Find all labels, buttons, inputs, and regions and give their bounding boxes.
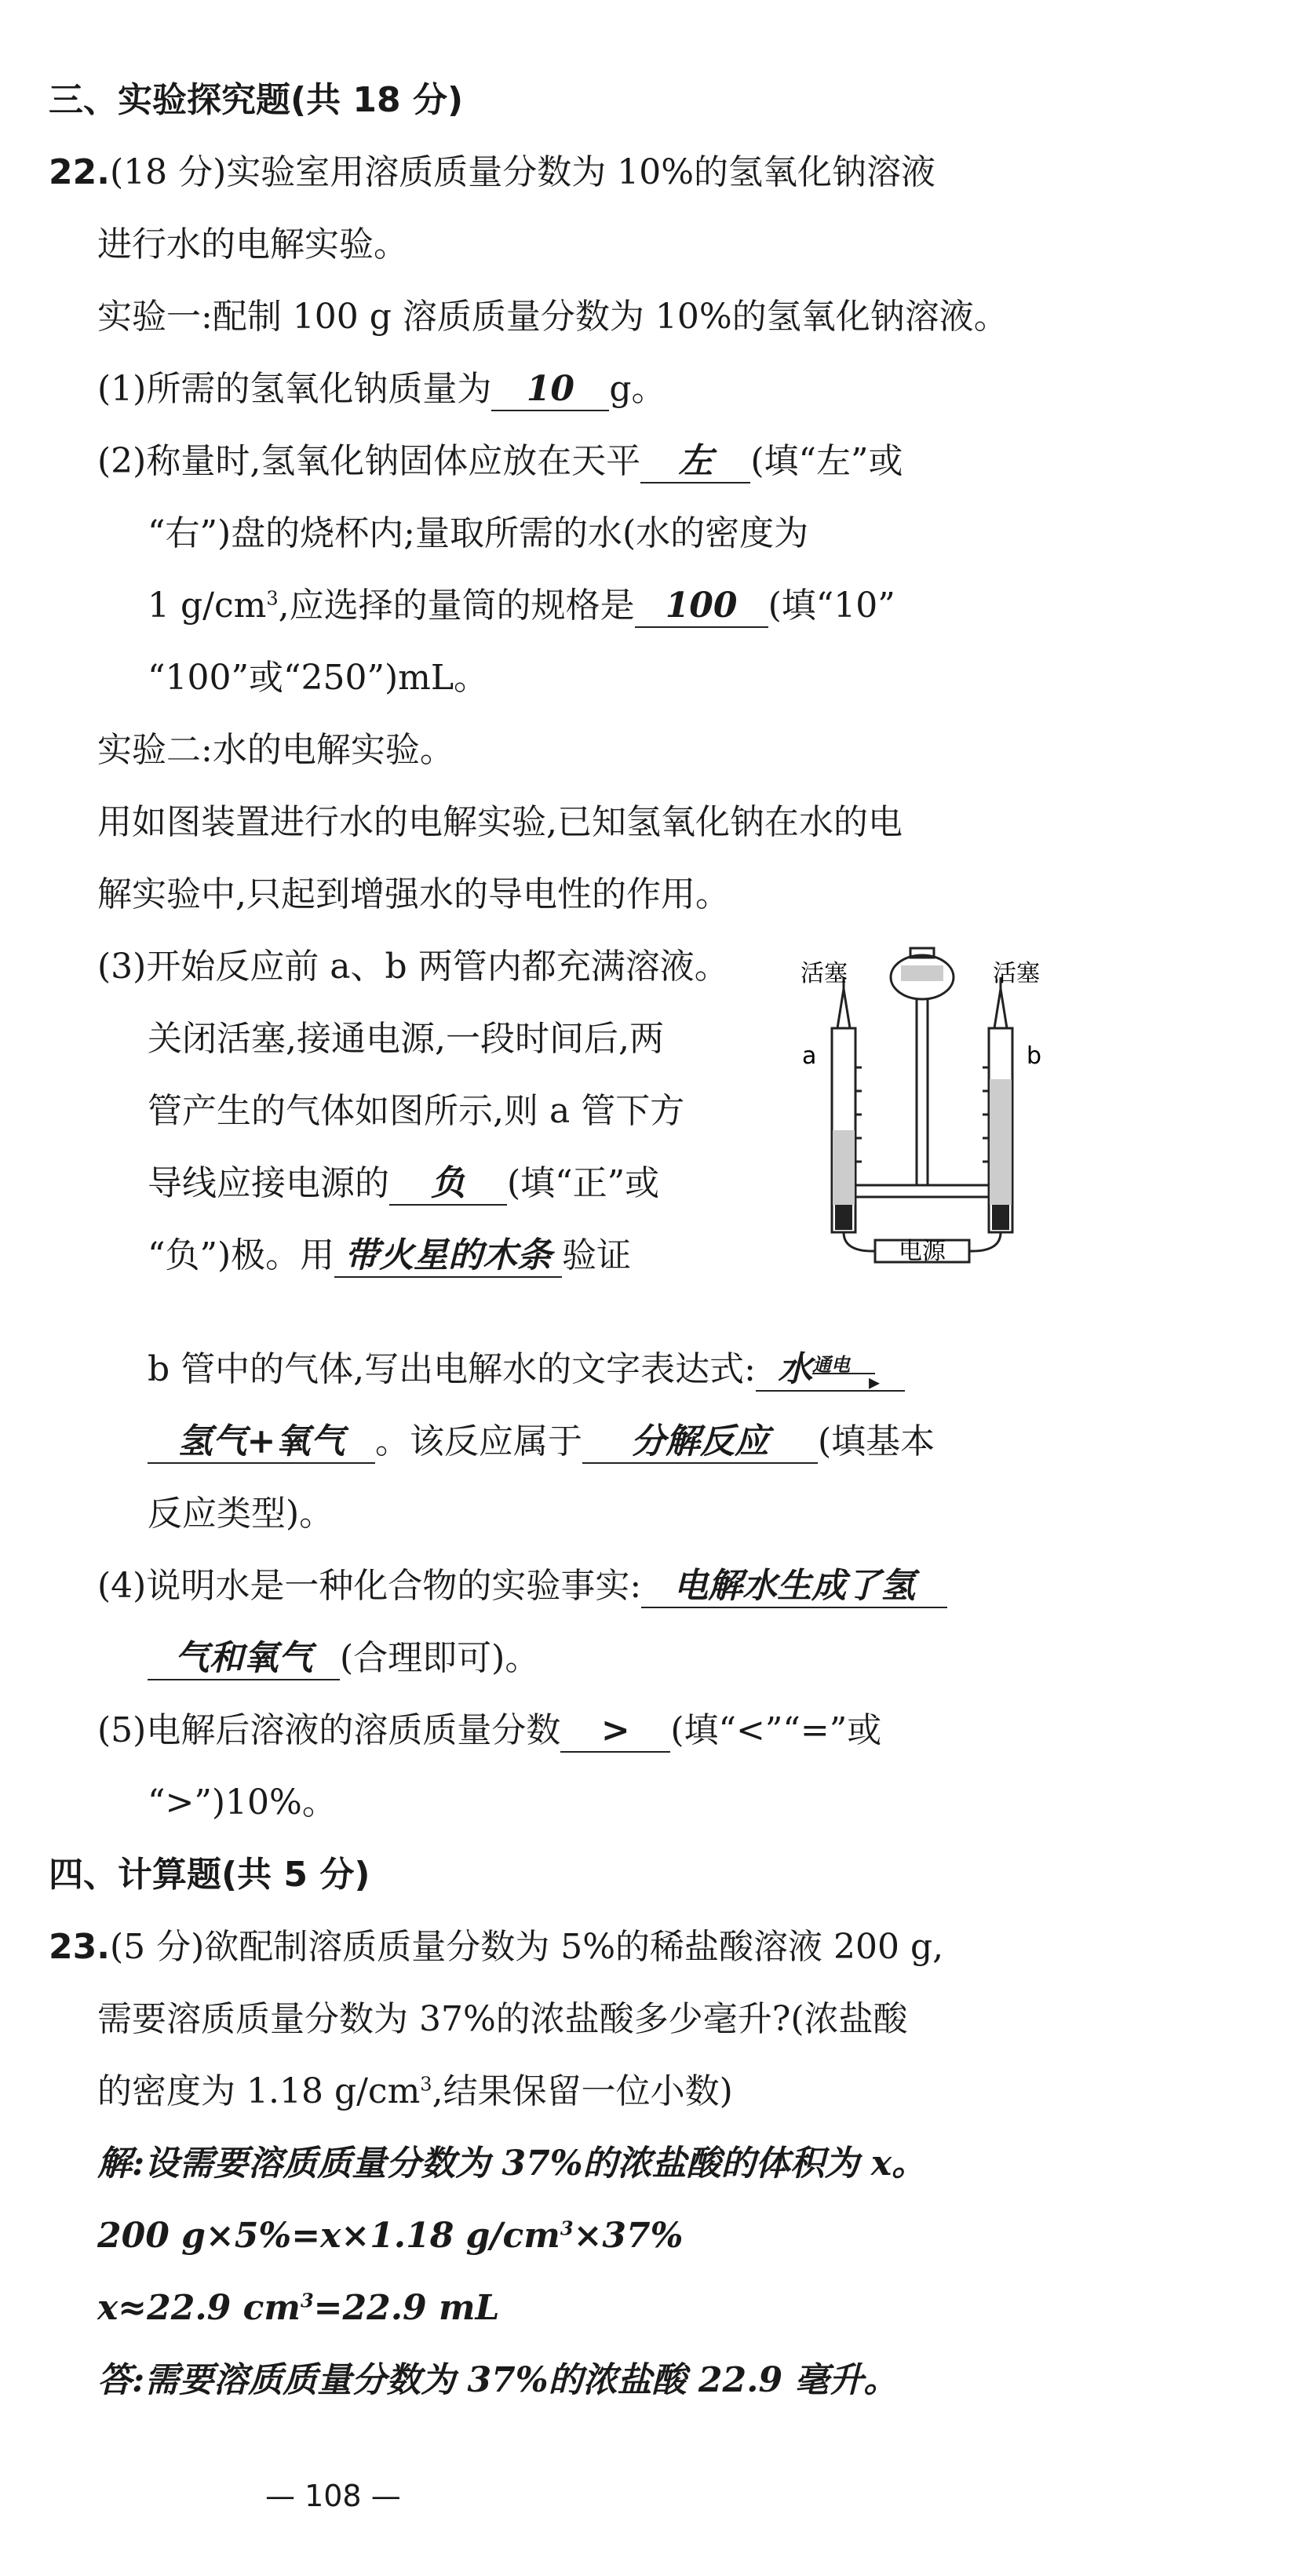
arrow bbox=[811, 1353, 883, 1395]
valve-right-label: 活塞 bbox=[993, 960, 1040, 987]
text: 。该反应属于 bbox=[375, 1421, 582, 1461]
question-23-line bbox=[49, 1924, 943, 1971]
power-label: 电源 bbox=[899, 1238, 946, 1264]
part-4 bbox=[97, 1563, 947, 1610]
text-line: 实验二:水的电解实验。 bbox=[97, 730, 454, 770]
page-number: — 108 — bbox=[265, 2479, 401, 2513]
answer-blank: 氢气+氧气 bbox=[148, 1421, 375, 1464]
liquid-reservoir bbox=[901, 965, 943, 981]
text-line: 关闭活塞,接通电源,一段时间后,两 bbox=[148, 1019, 664, 1059]
text-line bbox=[148, 582, 895, 629]
answer-blank: 电解水生成了氢 bbox=[641, 1566, 947, 1608]
text: (5)电解后溶液的溶质质量分数 bbox=[97, 1710, 561, 1750]
answer-blank: 气和氧气 bbox=[148, 1638, 340, 1680]
text: “负”)极。用 bbox=[148, 1235, 335, 1275]
electrolysis-apparatus-figure bbox=[800, 934, 1044, 1264]
answer-blank: 带火星的木条 bbox=[334, 1235, 562, 1278]
text-line bbox=[148, 1232, 631, 1279]
answer-blank bbox=[756, 1349, 905, 1395]
question-number: 23. bbox=[49, 1927, 110, 1967]
text-line: “100”或“250”)mL。 bbox=[148, 658, 489, 698]
text: (18 分)实验室用溶质质量分数为 10%的氢氧化钠溶液 bbox=[109, 152, 936, 192]
text: (填“正”或 bbox=[507, 1163, 660, 1203]
text-line: 进行水的电解实验。 bbox=[97, 224, 408, 265]
superscript: 3 bbox=[266, 587, 279, 610]
text-line: 用如图装置进行水的电解实验,已知氢氧化钠在水的电 bbox=[97, 802, 903, 842]
text-line: “>”)10%。 bbox=[148, 1782, 337, 1823]
electrode-b bbox=[992, 1205, 1009, 1230]
text: 的密度为 1.18 g/cm bbox=[97, 2071, 421, 2111]
text-line: (3)开始反应前 a、b 两管内都充满溶液。 bbox=[97, 947, 729, 987]
answer-blank: 负 bbox=[389, 1163, 507, 1206]
text: (1)所需的氢氧化钠质量为 bbox=[97, 369, 492, 409]
liquid-a bbox=[833, 1130, 855, 1205]
text: 导线应接电源的 bbox=[148, 1163, 389, 1203]
solution-line bbox=[97, 2285, 499, 2332]
superscript: 3 bbox=[300, 2289, 314, 2312]
liquid-b bbox=[990, 1079, 1012, 1205]
text-line: 管产生的气体如图所示,则 a 管下方 bbox=[148, 1091, 685, 1131]
text: (合理即可)。 bbox=[340, 1638, 540, 1678]
text: (填基本 bbox=[818, 1421, 935, 1461]
text: b 管中的气体,写出电解水的文字表达式: bbox=[148, 1349, 756, 1389]
text: x≈22.9 cm bbox=[97, 2288, 301, 2328]
text-line: 解实验中,只起到增强水的导电性的作用。 bbox=[97, 874, 730, 914]
text-line: 反应类型)。 bbox=[148, 1494, 334, 1534]
text: ×37% bbox=[573, 2216, 684, 2256]
text: g。 bbox=[609, 369, 666, 409]
text: (5 分)欲配制溶质质量分数为 5%的稀盐酸溶液 200 g, bbox=[109, 1927, 944, 1967]
text: 200 g×5%=x×1.18 g/cm bbox=[97, 2216, 560, 2256]
section-title: 三、实验探究题(共 18 分) bbox=[49, 80, 464, 120]
text: (2)称量时,氢氧化钠固体应放在天平 bbox=[97, 441, 641, 481]
part-2 bbox=[97, 438, 903, 485]
text: =22.9 mL bbox=[313, 2288, 500, 2328]
text-line: 实验一:配制 100 g 溶质质量分数为 10%的氢氧化钠溶液。 bbox=[97, 297, 1008, 337]
section-title: 四、计算题(共 5 分) bbox=[49, 1855, 370, 1895]
condition-label: 通电 bbox=[811, 1353, 850, 1376]
text: 验证 bbox=[562, 1235, 632, 1275]
text-line: “右”)盘的烧杯内;量取所需的水(水的密度为 bbox=[148, 513, 809, 553]
solution-line bbox=[97, 2213, 683, 2260]
text: (填“<”“=”或 bbox=[670, 1710, 882, 1750]
text: (4)说明水是一种化合物的实验事实: bbox=[97, 1566, 642, 1606]
text-line: 需要溶质质量分数为 37%的浓盐酸多少毫升?(浓盐酸 bbox=[97, 1999, 908, 2039]
valve-left-label: 活塞 bbox=[800, 960, 848, 987]
answer-blank: > bbox=[560, 1710, 670, 1753]
valve-left bbox=[837, 989, 850, 1028]
text-line bbox=[148, 1418, 935, 1465]
answer-blank: 100 bbox=[635, 586, 768, 628]
electrode-a bbox=[835, 1205, 852, 1230]
arrow-line bbox=[812, 1373, 875, 1374]
answer-blank: 左 bbox=[640, 441, 750, 483]
answer-blank: 分解反应 bbox=[582, 1421, 818, 1464]
answer: 水 bbox=[777, 1349, 812, 1389]
tube-a-label: a bbox=[802, 1042, 817, 1070]
question-number: 22. bbox=[49, 152, 110, 192]
question-22-line bbox=[49, 149, 935, 196]
text: 1 g/cm bbox=[148, 586, 267, 626]
text-line bbox=[148, 1346, 905, 1393]
answer-blank: 10 bbox=[491, 369, 609, 411]
text-line bbox=[148, 1635, 539, 1682]
text: ,结果保留一位小数) bbox=[432, 2071, 733, 2111]
tube-b-label: b bbox=[1027, 1042, 1042, 1070]
solution-line: 答:需要溶质质量分数为 37%的浓盐酸 22.9 毫升。 bbox=[97, 2360, 899, 2400]
text: ,应选择的量筒的规格是 bbox=[278, 586, 635, 626]
valve-right bbox=[994, 989, 1007, 1028]
superscript: 3 bbox=[560, 2217, 574, 2240]
text: (填“左”或 bbox=[750, 441, 903, 481]
text-line bbox=[97, 2068, 733, 2115]
part-1 bbox=[97, 366, 666, 413]
arrow-head: ▸ bbox=[868, 1369, 881, 1395]
part-5 bbox=[97, 1707, 881, 1754]
text-line bbox=[148, 1160, 659, 1207]
solution-line: 解:设需要溶质质量分数为 37%的浓盐酸的体积为 x。 bbox=[97, 2144, 927, 2184]
text: (填“10” bbox=[768, 586, 895, 626]
superscript: 3 bbox=[420, 2073, 432, 2096]
